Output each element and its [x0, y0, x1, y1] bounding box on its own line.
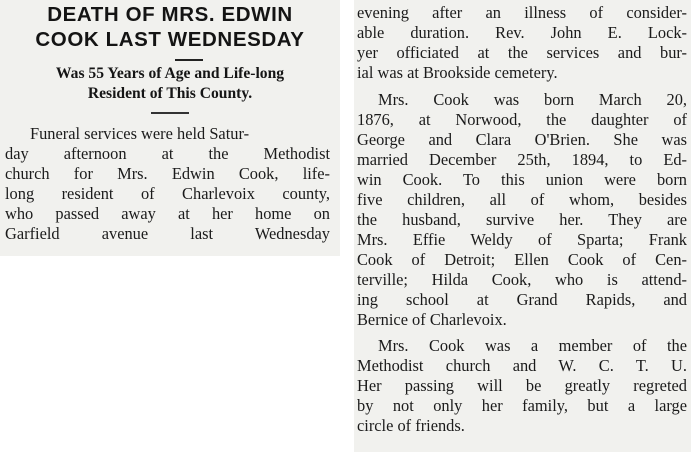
story-line: church for Mrs. Edwin Cook, life- — [5, 164, 330, 183]
story-line: by not only her family, but a large — [357, 396, 687, 415]
story-line: Mrs. Cook was a member of the — [378, 336, 687, 355]
story-line: Garfield avenue last Wednesday — [5, 224, 330, 243]
story-line: 1876, at Norwood, the daughter of — [357, 110, 687, 129]
story-line: terville; Hilda Cook, who is attend- — [357, 270, 687, 289]
subhead-rule — [151, 112, 189, 114]
headline-rule — [175, 59, 203, 61]
headline-line-2: COOK LAST WEDNESDAY — [35, 28, 305, 51]
headline-line-1: DEATH OF MRS. EDWIN — [47, 3, 293, 26]
story-line: win Cook. To this union were born — [357, 170, 687, 189]
story-line: Bernice of Charlevoix. — [357, 310, 507, 329]
story-line: married December 25th, 1894, to Ed- — [357, 150, 687, 169]
headline — [6, 2, 334, 52]
story-line: the husband, survive her. They are — [357, 210, 687, 229]
story-line: circle of friends. — [357, 416, 465, 435]
story-line: Her passing will be greatly regreted — [357, 376, 687, 395]
story-line: Mrs. Effie Weldy of Sparta; Frank — [357, 230, 687, 249]
story-line: ial was at Brookside cemetery. — [357, 63, 558, 82]
story-line: who passed away at her home on — [5, 204, 330, 223]
story-line: Methodist church and W. C. T. U. — [357, 356, 687, 375]
story-line: long resident of Charlevoix county, — [5, 184, 330, 203]
subhead-line-2: Resident of This County. — [87, 85, 253, 102]
story-line: five children, all of whom, besides — [357, 190, 687, 209]
story-line: yer officiated at the services and bur- — [357, 43, 687, 62]
right-clipping — [354, 0, 691, 452]
story-line: evening after an illness of consider- — [357, 3, 687, 22]
story-line: Funeral services were held Satur- — [30, 124, 250, 143]
story-line: Cook of Detroit; Ellen Cook of Cen- — [357, 250, 687, 269]
left-clipping — [0, 0, 340, 256]
subheadline — [2, 64, 338, 104]
story-line: day afternoon at the Methodist — [5, 144, 330, 163]
subhead-line-1: Was 55 Years of Age and Life-long — [55, 65, 285, 82]
story-line: ing school at Grand Rapids, and — [357, 290, 687, 309]
story-line: Mrs. Cook was born March 20, — [378, 90, 687, 109]
story-line: able duration. Rev. John E. Lock- — [357, 23, 687, 42]
story-line: George and Clara O'Brien. She was — [357, 130, 687, 149]
